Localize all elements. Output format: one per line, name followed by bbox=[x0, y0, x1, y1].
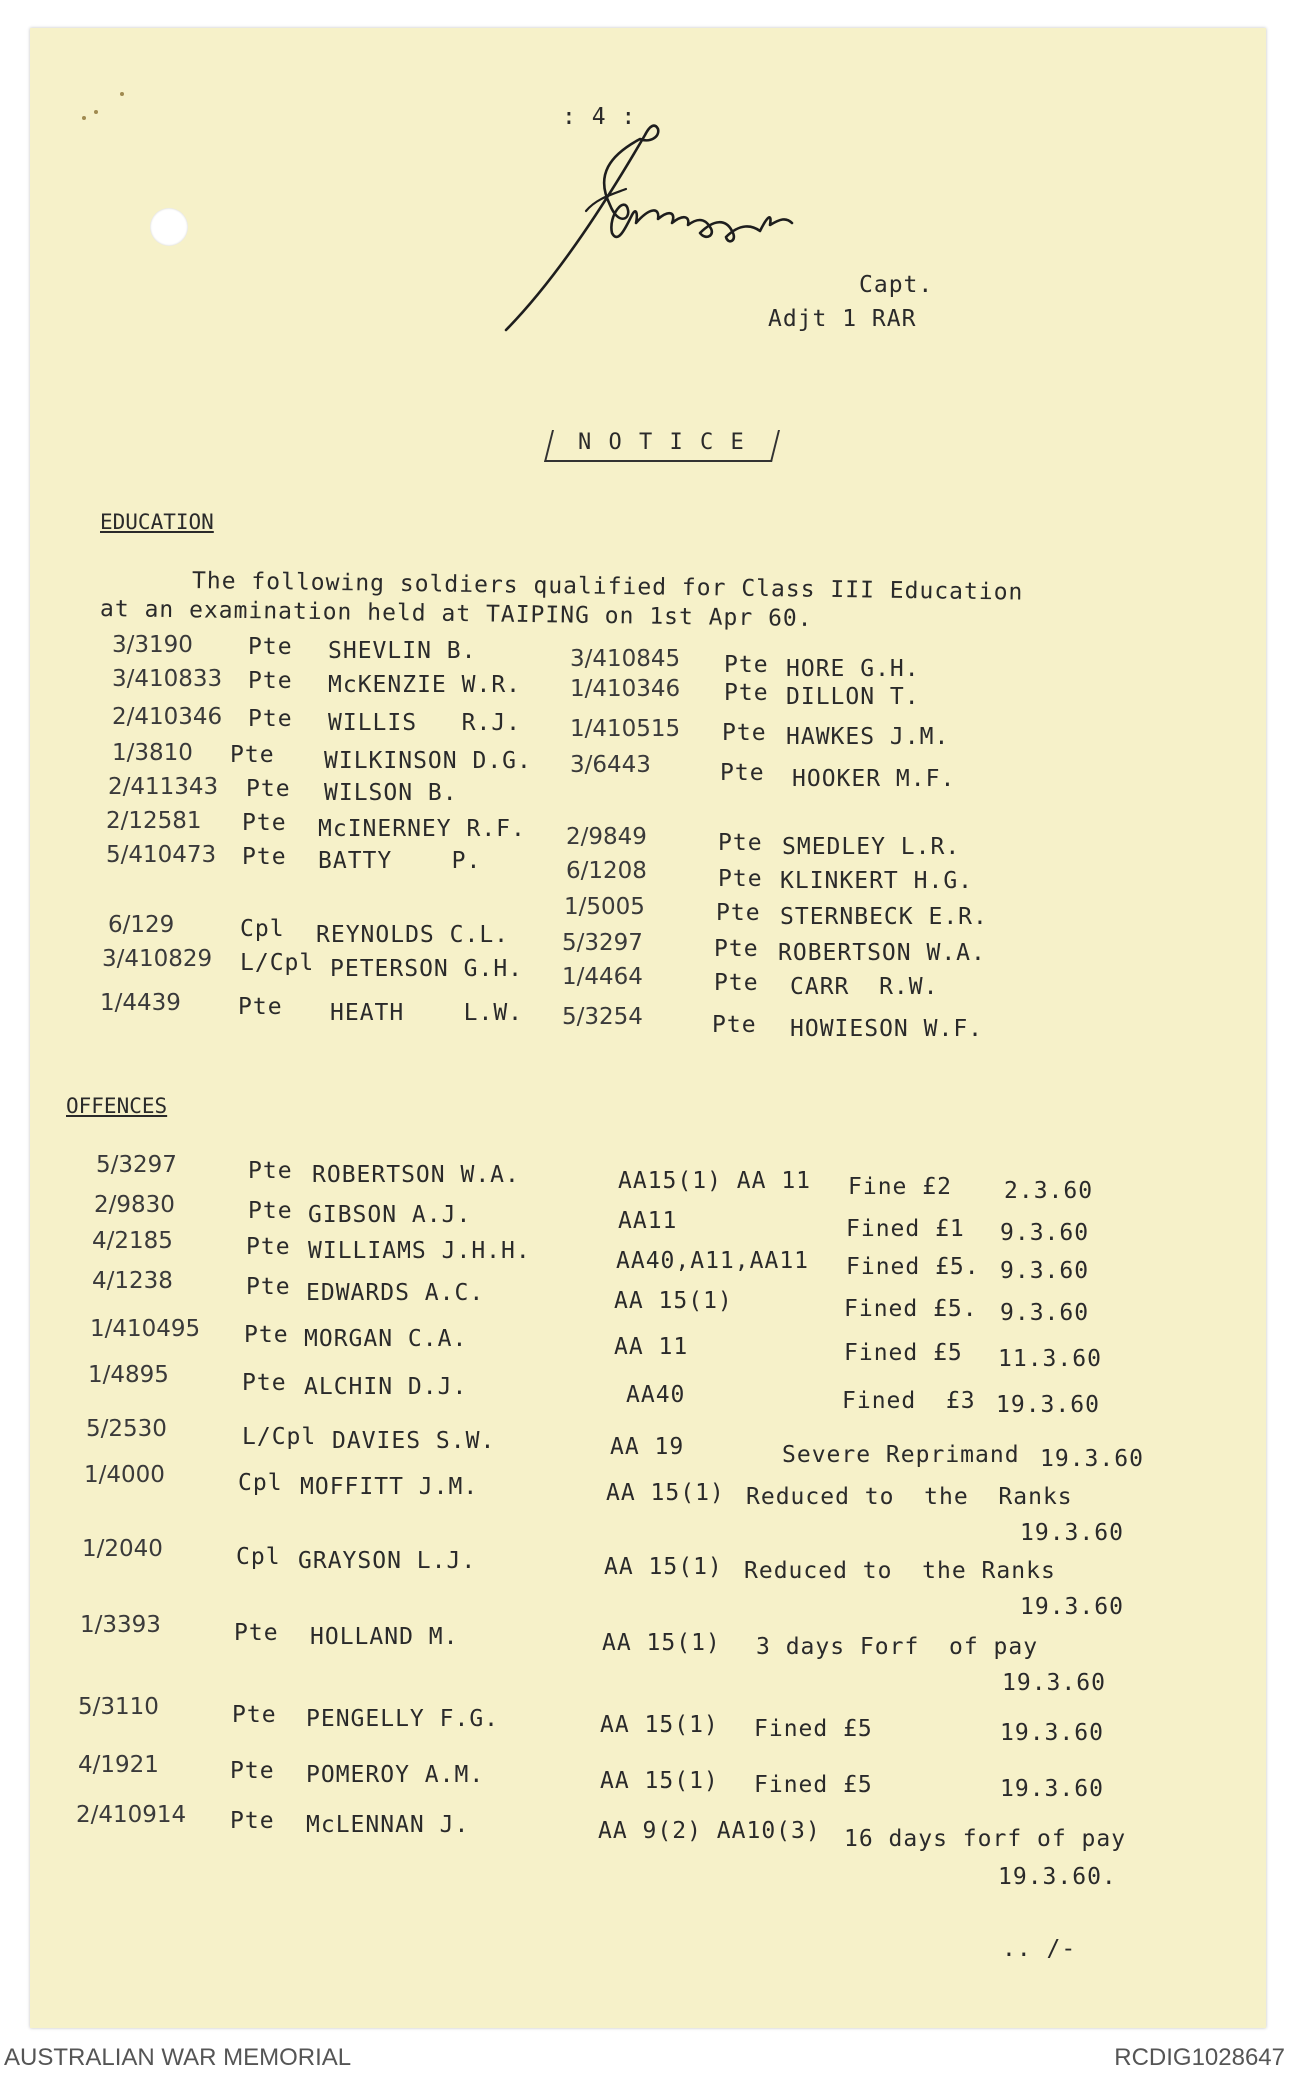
education-intro-line1: The following soldiers qualified for Class III Education bbox=[191, 568, 1024, 606]
service-number: 1/3810 bbox=[112, 740, 193, 766]
notice-title: N O T I C E bbox=[578, 430, 746, 455]
offence-section: AA 11 bbox=[614, 1334, 689, 1360]
service-number: 4/1238 bbox=[92, 1268, 173, 1294]
penalty: Fined £1 bbox=[846, 1216, 965, 1242]
rank: Pte bbox=[246, 776, 291, 802]
rank: Pte bbox=[230, 1808, 275, 1834]
paper-spot bbox=[94, 110, 98, 114]
offence-section: AA 9(2) AA10(3) bbox=[598, 1818, 821, 1844]
soldier-name: CARR R.W. bbox=[790, 974, 939, 1000]
rank: Pte bbox=[248, 1198, 293, 1224]
page-number: : 4 : bbox=[562, 104, 637, 130]
service-number: 1/5005 bbox=[564, 894, 645, 920]
punch-hole bbox=[150, 208, 188, 246]
rank: Pte bbox=[242, 844, 287, 870]
soldier-name: POMEROY A.M. bbox=[306, 1762, 485, 1788]
soldier-name: WILKINSON D.G. bbox=[324, 748, 532, 774]
offence-section: AA 15(1) bbox=[600, 1712, 719, 1738]
continuation-mark: .. /- bbox=[1002, 1936, 1077, 1962]
offence-section: AA 15(1) bbox=[602, 1630, 721, 1656]
rank: Pte bbox=[718, 866, 763, 892]
offence-date: 9.3.60 bbox=[1000, 1300, 1090, 1326]
rank: Cpl bbox=[236, 1544, 281, 1570]
soldier-name: DAVIES S.W. bbox=[332, 1428, 496, 1454]
paper-spot bbox=[120, 92, 124, 96]
footer-institution: AUSTRALIAN WAR MEMORIAL bbox=[4, 2044, 352, 2071]
service-number: 6/129 bbox=[108, 912, 175, 938]
rank: Pte bbox=[232, 1702, 277, 1728]
offence-section: AA 15(1) bbox=[604, 1554, 723, 1580]
service-number: 1/410515 bbox=[570, 716, 681, 742]
rank: Pte bbox=[230, 742, 275, 768]
soldier-name: BATTY P. bbox=[318, 848, 482, 874]
service-number: 5/3297 bbox=[562, 930, 643, 956]
rank: Pte bbox=[234, 1620, 279, 1646]
offence-section: AA 15(1) bbox=[614, 1288, 733, 1314]
service-number: 1/410346 bbox=[570, 676, 681, 702]
rank: L/Cpl bbox=[242, 1424, 317, 1450]
offence-section: AA15(1) AA 11 bbox=[618, 1168, 812, 1194]
rank: L/Cpl bbox=[240, 950, 315, 976]
offence-date: 19.3.60 bbox=[996, 1392, 1100, 1418]
service-number: 1/410495 bbox=[90, 1316, 201, 1342]
service-number: 3/6443 bbox=[570, 752, 651, 778]
service-number: 1/4895 bbox=[88, 1362, 169, 1388]
service-number: 4/2185 bbox=[92, 1228, 173, 1254]
offence-date: 9.3.60 bbox=[1000, 1258, 1090, 1284]
offence-date: 19.3.60. bbox=[998, 1864, 1117, 1890]
education-intro-line2: at an examination held at TAIPING on 1st Apr 60. bbox=[99, 596, 813, 632]
service-number: 2/9849 bbox=[566, 824, 647, 850]
soldier-name: GIBSON A.J. bbox=[308, 1202, 472, 1228]
penalty: Fined £5 bbox=[754, 1716, 873, 1742]
soldier-name: HEATH L.W. bbox=[330, 1000, 524, 1026]
offence-date: 19.3.60 bbox=[1000, 1720, 1104, 1746]
soldier-name: McKENZIE W.R. bbox=[328, 672, 522, 698]
service-number: 5/3254 bbox=[562, 1004, 643, 1030]
service-number: 4/1921 bbox=[78, 1752, 159, 1778]
offence-date: 19.3.60 bbox=[1020, 1520, 1124, 1546]
rank: Pte bbox=[714, 936, 759, 962]
soldier-name: ROBERTSON W.A. bbox=[312, 1162, 520, 1188]
service-number: 1/4439 bbox=[100, 990, 181, 1016]
paper-spot bbox=[82, 116, 86, 120]
penalty: Reduced to the Ranks bbox=[744, 1558, 1056, 1584]
soldier-name: MORGAN C.A. bbox=[304, 1326, 468, 1352]
rank: Pte bbox=[248, 1158, 293, 1184]
soldier-name: SHEVLIN B. bbox=[328, 638, 477, 664]
soldier-name: WILSON B. bbox=[324, 780, 458, 806]
archive-footer bbox=[0, 2032, 1297, 2082]
rank: Pte bbox=[248, 668, 293, 694]
rank: Pte bbox=[718, 830, 763, 856]
penalty: Fined £5 bbox=[844, 1340, 963, 1366]
education-heading: EDUCATION bbox=[100, 510, 214, 534]
soldier-name: ALCHIN D.J. bbox=[304, 1374, 468, 1400]
offence-section: AA 19 bbox=[610, 1434, 685, 1460]
service-number: 2/411343 bbox=[108, 774, 219, 800]
service-number: 5/3110 bbox=[78, 1694, 159, 1720]
service-number: 5/2530 bbox=[86, 1416, 167, 1442]
soldier-name: MOFFITT J.M. bbox=[300, 1474, 479, 1500]
penalty: Fine £2 bbox=[848, 1174, 952, 1200]
rank: Pte bbox=[712, 1012, 757, 1038]
rank: Pte bbox=[246, 1274, 291, 1300]
service-number: 2/410346 bbox=[112, 704, 223, 730]
rank: Pte bbox=[244, 1322, 289, 1348]
soldier-name: McLENNAN J. bbox=[306, 1812, 470, 1838]
offence-section: AA40 bbox=[626, 1382, 686, 1408]
rank: Pte bbox=[724, 680, 769, 706]
offence-date: 19.3.60 bbox=[1002, 1670, 1106, 1696]
penalty: Fined £3 bbox=[842, 1388, 976, 1414]
service-number: 2/410914 bbox=[76, 1802, 187, 1828]
rank: Pte bbox=[238, 994, 283, 1020]
soldier-name: ROBERTSON W.A. bbox=[778, 940, 986, 966]
soldier-name: REYNOLDS C.L. bbox=[316, 922, 510, 948]
service-number: 3/410829 bbox=[102, 946, 213, 972]
offence-date: 2.3.60 bbox=[1004, 1178, 1094, 1204]
penalty: Reduced to the Ranks bbox=[746, 1484, 1073, 1510]
rank: Cpl bbox=[240, 916, 285, 942]
soldier-name: WILLIAMS J.H.H. bbox=[308, 1238, 531, 1264]
penalty: Fined £5. bbox=[846, 1254, 980, 1280]
signatory-appointment: Adjt 1 RAR bbox=[768, 306, 917, 332]
soldier-name: McINERNEY R.F. bbox=[318, 816, 526, 842]
service-number: 2/9830 bbox=[94, 1192, 175, 1218]
service-number: 3/3190 bbox=[112, 632, 193, 658]
rank: Pte bbox=[720, 760, 765, 786]
soldier-name: HORE G.H. bbox=[786, 656, 920, 682]
service-number: 5/3297 bbox=[96, 1152, 177, 1178]
service-number: 1/2040 bbox=[82, 1536, 163, 1562]
soldier-name: STERNBECK E.R. bbox=[780, 904, 988, 930]
offence-date: 9.3.60 bbox=[1000, 1220, 1090, 1246]
soldier-name: SMEDLEY L.R. bbox=[782, 834, 961, 860]
rank: Pte bbox=[248, 706, 293, 732]
rank: Pte bbox=[716, 900, 761, 926]
service-number: 2/12581 bbox=[106, 808, 202, 834]
offence-section: AA40,A11,AA11 bbox=[616, 1248, 810, 1274]
signatory-rank: Capt. bbox=[859, 272, 934, 298]
offence-date: 19.3.60 bbox=[1040, 1446, 1144, 1472]
soldier-name: GRAYSON L.J. bbox=[298, 1548, 477, 1574]
rank: Pte bbox=[230, 1758, 275, 1784]
soldier-name: KLINKERT H.G. bbox=[780, 868, 974, 894]
soldier-name: HAWKES J.M. bbox=[786, 724, 950, 750]
penalty: 16 days forf of pay bbox=[844, 1826, 1127, 1852]
soldier-name: DILLON T. bbox=[786, 684, 920, 710]
rank: Pte bbox=[714, 970, 759, 996]
soldier-name: HOLLAND M. bbox=[310, 1624, 459, 1650]
service-number: 1/4464 bbox=[562, 964, 643, 990]
offence-section: AA 15(1) bbox=[600, 1768, 719, 1794]
service-number: 3/410833 bbox=[112, 666, 223, 692]
rank: Cpl bbox=[238, 1470, 283, 1496]
soldier-name: WILLIS R.J. bbox=[328, 710, 522, 736]
service-number: 1/3393 bbox=[80, 1612, 161, 1638]
service-number: 5/410473 bbox=[106, 842, 217, 868]
rank: Pte bbox=[246, 1234, 291, 1260]
penalty: Fined £5 bbox=[754, 1772, 873, 1798]
footer-catalogue-id: RCDIG1028647 bbox=[1114, 2044, 1285, 2071]
rank: Pte bbox=[248, 634, 293, 660]
service-number: 3/410845 bbox=[570, 646, 681, 672]
offence-section: AA11 bbox=[618, 1208, 678, 1234]
penalty: Severe Reprimand bbox=[782, 1442, 1020, 1468]
rank: Pte bbox=[724, 652, 769, 678]
offences-heading: OFFENCES bbox=[66, 1094, 168, 1118]
penalty: 3 days Forf of pay bbox=[756, 1634, 1039, 1660]
service-number: 6/1208 bbox=[566, 858, 647, 884]
penalty: Fined £5. bbox=[844, 1296, 978, 1322]
service-number: 1/4000 bbox=[84, 1462, 165, 1488]
soldier-name: PETERSON G.H. bbox=[330, 956, 524, 982]
offence-date: 19.3.60 bbox=[1020, 1594, 1124, 1620]
soldier-name: PENGELLY F.G. bbox=[306, 1706, 500, 1732]
offence-date: 19.3.60 bbox=[1000, 1776, 1104, 1802]
soldier-name: HOWIESON W.F. bbox=[790, 1016, 984, 1042]
rank: Pte bbox=[242, 810, 287, 836]
offence-section: AA 15(1) bbox=[606, 1480, 725, 1506]
offence-date: 11.3.60 bbox=[998, 1346, 1102, 1372]
rank: Pte bbox=[242, 1370, 287, 1396]
soldier-name: EDWARDS A.C. bbox=[306, 1280, 485, 1306]
rank: Pte bbox=[722, 720, 767, 746]
soldier-name: HOOKER M.F. bbox=[792, 766, 956, 792]
